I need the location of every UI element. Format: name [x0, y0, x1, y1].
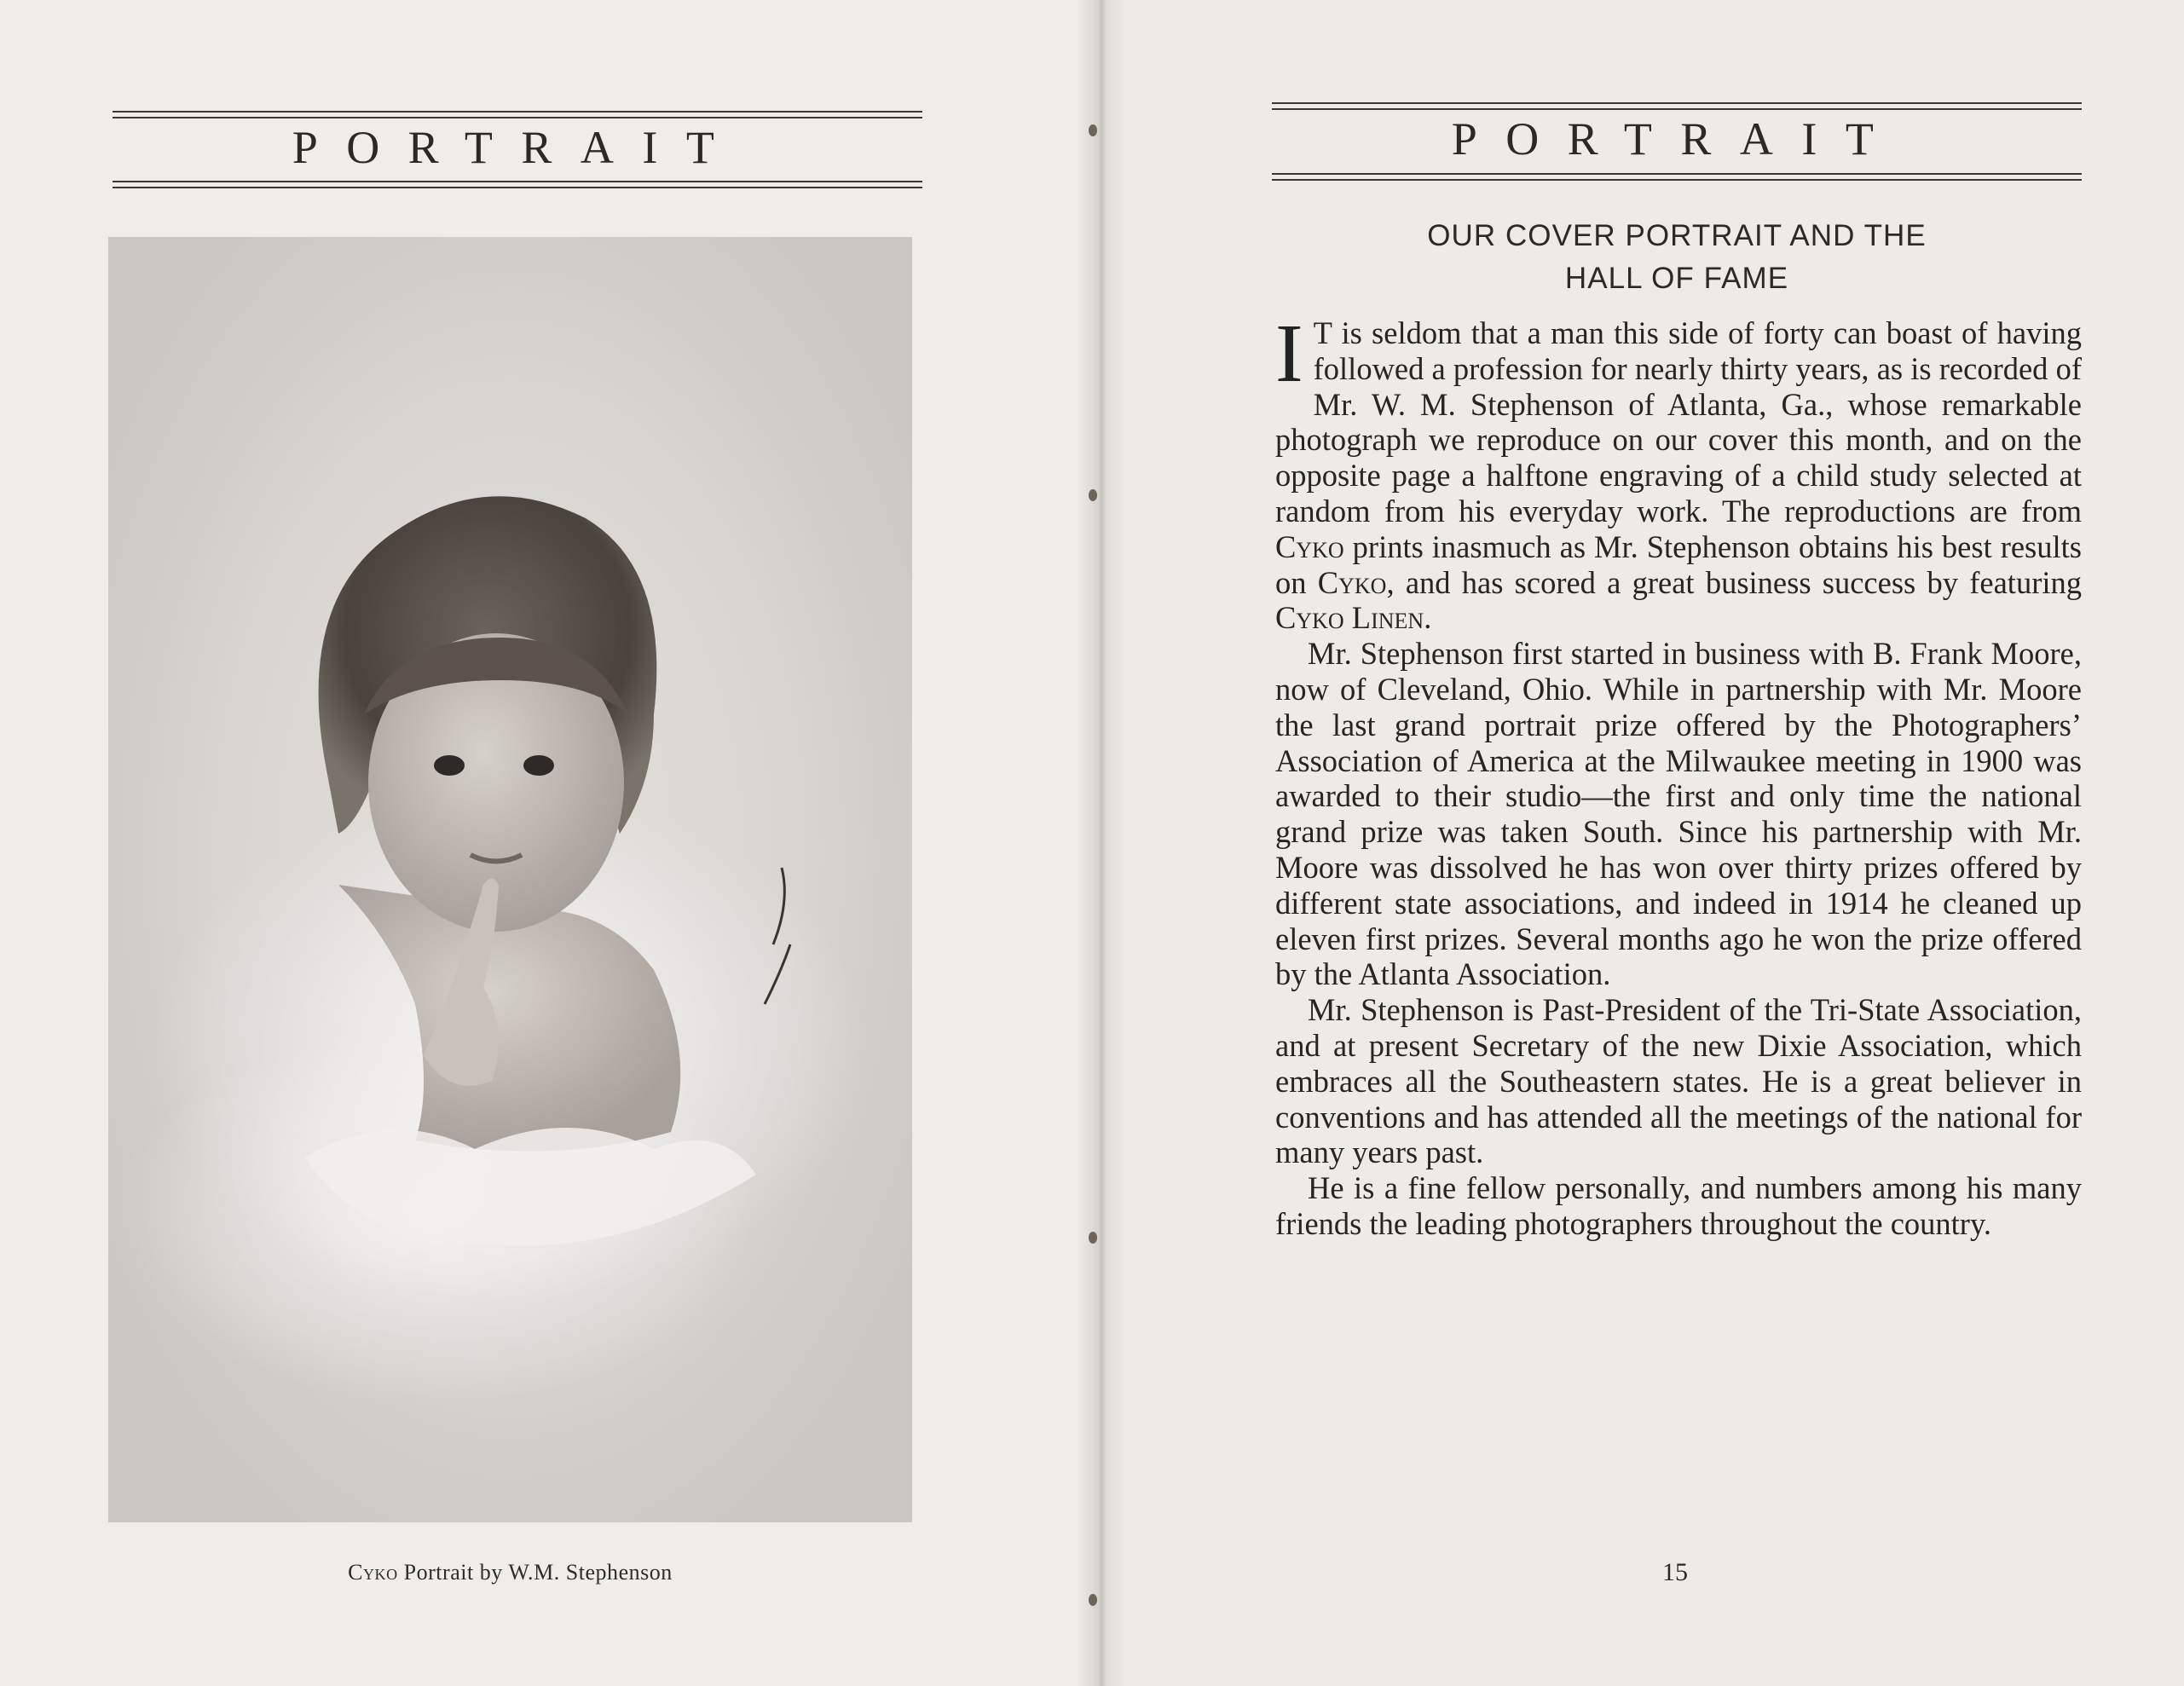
photo-caption — [108, 1560, 912, 1585]
binding-stitch — [1089, 1232, 1097, 1244]
paragraph-1-text-a: T is seldom that a man this side of forty can boast of having followed a profession for nearly thirty years, as is recorded of Mr. W. M. Stephenson of Atlanta, Ga., whose remarkable photograph we reproduce on our cover this month, and on the opposite page a halftone engraving of a child study selected at random from his everyday work. The reproductions are from — [1275, 315, 2082, 528]
binding-stitch — [1089, 124, 1097, 136]
cyko-brand: Cyko — [1275, 528, 1344, 564]
caption-text: Portrait by W.M. Stephenson — [397, 1560, 673, 1585]
paragraph-3: Mr. Stephenson is Past-President of the Tri-State Association, and at present Secretary of the new Dixie Association, which embraces all the Southeastern states. He is a great believer in conventions and has attended all the meetings of the national for many years past. — [1275, 992, 2082, 1170]
paragraph-2: Mr. Stephenson first started in business with B. Frank Moore, now of Cleveland, Ohio. While in partnership with Mr. Moore the last grand portrait prize offered by the Photographers’ Association of America at the Milwaukee meeting in 1900 was awarded to their studio—the first and only time the national grand prize was taken South. Since his partnership with Mr. Moore was dissolved he has won over thirty prizes offered by different state associations, and indeed in 1914 he cleaned up eleven first prizes. Several months ago he won the prize offered by the Atlanta Association. — [1275, 636, 2082, 992]
running-header: PORTRAIT — [1451, 113, 1903, 165]
cyko-linen-brand: Cyko Linen — [1275, 600, 1424, 636]
header-rule-bottom — [1272, 173, 2082, 175]
header-rule-top-2 — [1272, 108, 2082, 110]
article-title-line1: OUR COVER PORTRAIT AND THE — [1427, 219, 1927, 252]
paragraph-1-text-c: , and has scored a great business success by featuring — [1386, 564, 2082, 600]
child-portrait-illustration — [108, 237, 912, 1522]
paragraph-1-text-d: . — [1424, 600, 1432, 636]
paragraph-1-text-b: prints inasmuch as Mr. Stephenson obtains his best results on — [1275, 528, 2082, 600]
binding-stitch — [1089, 1594, 1097, 1606]
book-gutter — [1076, 0, 1127, 1686]
caption-cyko: Cyko — [348, 1560, 398, 1585]
article-title — [1272, 215, 2082, 300]
paragraph-1 — [1275, 308, 2082, 636]
child-eye-right — [523, 755, 554, 776]
running-header: PORTRAIT — [292, 122, 743, 173]
child-eye-left — [434, 755, 465, 776]
page-number: 15 — [1662, 1558, 1688, 1586]
child-portrait-photo — [108, 237, 912, 1522]
header-rule-bottom-2 — [113, 187, 922, 188]
header-rule-bottom — [113, 181, 922, 182]
header-rule-top — [113, 111, 922, 113]
binding-stitch — [1089, 489, 1097, 501]
cyko-brand: Cyko — [1317, 564, 1387, 600]
paragraph-4: He is a fine fellow personally, and numbers among his many friends the leading photographers throughout the country. — [1275, 1170, 2082, 1241]
header-rule-bottom-2 — [1272, 179, 2082, 181]
header-rule-top-2 — [113, 117, 922, 118]
article-title-line2: HALL OF FAME — [1564, 262, 1789, 295]
drop-cap: I — [1275, 308, 1303, 400]
header-rule-top — [1272, 102, 2082, 104]
article-body — [1275, 308, 2082, 1242]
